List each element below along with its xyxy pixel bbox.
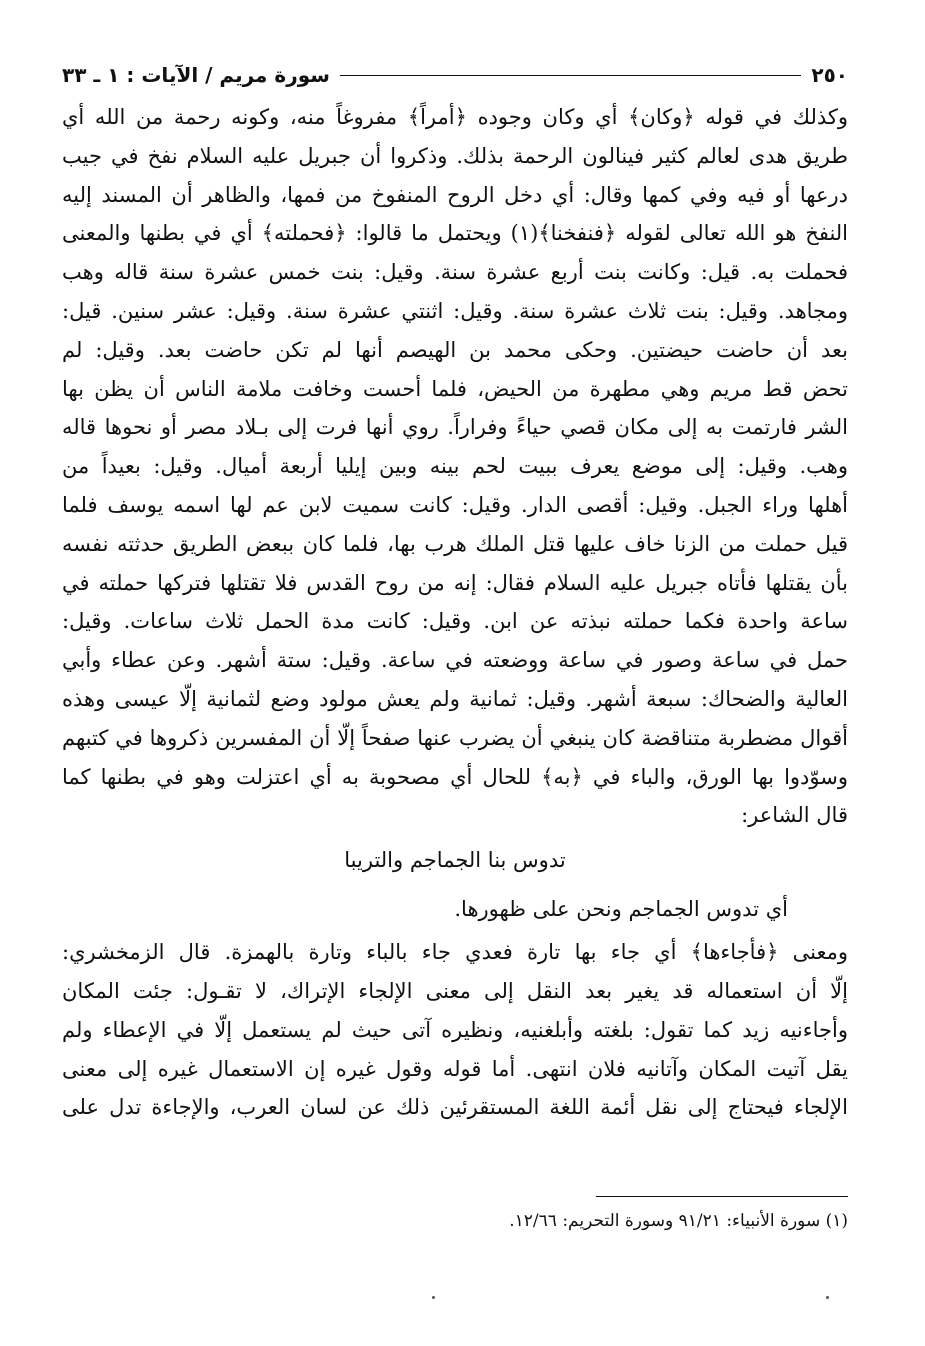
running-header xyxy=(62,60,848,90)
text-line: طريق هدى لعالم كثير فينالون الرحمة بذلك. وذكروا أن جبريل عليه السلام نفخ في جيب xyxy=(62,143,848,168)
page-number: ٢٥٠ xyxy=(811,63,848,87)
verse-explanation: أي تدوس الجماجم ونحن على ظهورها. xyxy=(454,897,788,922)
header-title: سورة مريم / الآيات : ١ ـ ٣٣ xyxy=(62,63,330,87)
text-line: درعها أو فيه وفي كمها وقال: أي دخل الروح المنفوخ من فمها، والظاهر أن المسند إليه xyxy=(62,182,848,207)
scan-speck xyxy=(826,1296,829,1299)
text-line: ومعنى ﴿فأجاءها﴾ أي جاء بها تارة فعدي جاء بالباء وتارة بالهمزة. قال الزمخشري: xyxy=(62,940,848,965)
footnote: (١) سورة الأنبياء: ٩١/٢١ وسورة التحريم: ١٢/٦٦. xyxy=(509,1211,848,1231)
text-line: وكذلك في قوله ﴿وكان﴾ أي وكان وجوده ﴿أمراً﴾ مفروغاً منه، وكونه رحمة من الله أي xyxy=(62,105,848,129)
text-line: إلّا أن استعماله قد يغير بعد النقل إلى معنى الإلجاء الإتراك، لا تقـول: جئت المكان xyxy=(62,978,848,1003)
text-line: قال الشاعر: xyxy=(741,803,848,828)
text-line: بعد أن حاضت حيضتين. وحكى محمد بن الهيصم أنها لم تكن حاضت بعد. وقيل: لم xyxy=(62,337,848,362)
text-line: أقوال مضطربة متناقضة كان ينبغي أن يضرب عنها صفحاً إلّا أن المفسرين ذكروها في كتبهم xyxy=(62,725,848,750)
text-line: الشر فارتمت به إلى مكان قصي حياءً وفراراً. روي أنها فرت إلى بـلاد مصر أو نحوها قاله xyxy=(62,415,848,440)
footnote-rule xyxy=(596,1196,848,1197)
text-line: بأن يقتلها فأتاه جبريل عليه السلام فقال: إنه من روح القدس فلا تقتلها فتركها حملته في xyxy=(62,570,848,595)
text-line: قيل حملت من الزنا خاف عليها قتل الملك هرب بها، فلما كان ببعض الطريق حدثته نفسه xyxy=(62,531,848,556)
text-line: العالية والضحاك: سبعة أشهر. وقيل: ثمانية ولم يعش مولود وضع لثمانية إلّا عيسى وهذه xyxy=(62,686,848,711)
text-line: ومجاهد. وقيل: بنت ثلاث عشرة سنة. وقيل: اثنتي عشرة سنة. وقيل: عشر سنين. قيل: xyxy=(62,298,848,323)
scan-speck xyxy=(432,1296,435,1299)
text-line: وسوّدوا بها الورق، والباء في ﴿به﴾ للحال أي مصحوبة به أي اعتزلت وهو في بطنها كما xyxy=(62,764,848,789)
main-text xyxy=(62,98,848,1127)
text-line: ساعة واحدة فكما حملته نبذته عن ابن. وقيل: كانت مدة الحمل ثلاث ساعات. وقيل: xyxy=(62,609,848,634)
header-rule xyxy=(340,75,801,76)
poetry-verse: تدوس بنا الجماجم والتريبا xyxy=(344,848,566,873)
text-line: الإلجاء فيحتاج إلى نقل أئمة اللغة المستقرئين ذلك عن لسان العرب، والإجاءة تدل على xyxy=(62,1095,848,1120)
text-line: حمل في ساعة وصور في ساعة ووضعته في ساعة. وقيل: ستة أشهر. وعن عطاء وأبي xyxy=(62,648,848,673)
text-line: فحملت به. قيل: وكانت بنت أربع عشرة سنة. وقيل: بنت خمس عشرة سنة قاله وهب xyxy=(62,260,848,285)
text-line: أهلها وراء الجبل. وقيل: أقصى الدار. وقيل: كانت سميت لابن عم لها اسمه يوسف فلما xyxy=(62,492,848,517)
text-line: وأجاءنيه زيد كما تقول: بلغته وأبلغنيه، ونظيره آتى حيث لم يستعمل إلّا في الإعطاء ولم xyxy=(62,1017,848,1042)
text-line: تحض قط مريم وهي مطهرة من الحيض، فلما أحست وخافت ملامة الناس أن يظن بها xyxy=(62,376,848,401)
text-line: النفخ هو الله تعالى لقوله ﴿فنفخنا﴾(١) ويحتمل ما قالوا: ﴿فحملته﴾ أي في بطنها والمعنى xyxy=(62,221,848,246)
text-line: وهب. وقيل: إلى موضع يعرف ببيت لحم بينه وبين إيليا أربعة أميال. وقيل: بعيداً من xyxy=(62,454,848,479)
text-line: يقل آتيت المكان وآتانيه فلان انتهى. أما قوله وقول غيره إن الاستعمال غيره إلى معنى xyxy=(62,1056,848,1081)
